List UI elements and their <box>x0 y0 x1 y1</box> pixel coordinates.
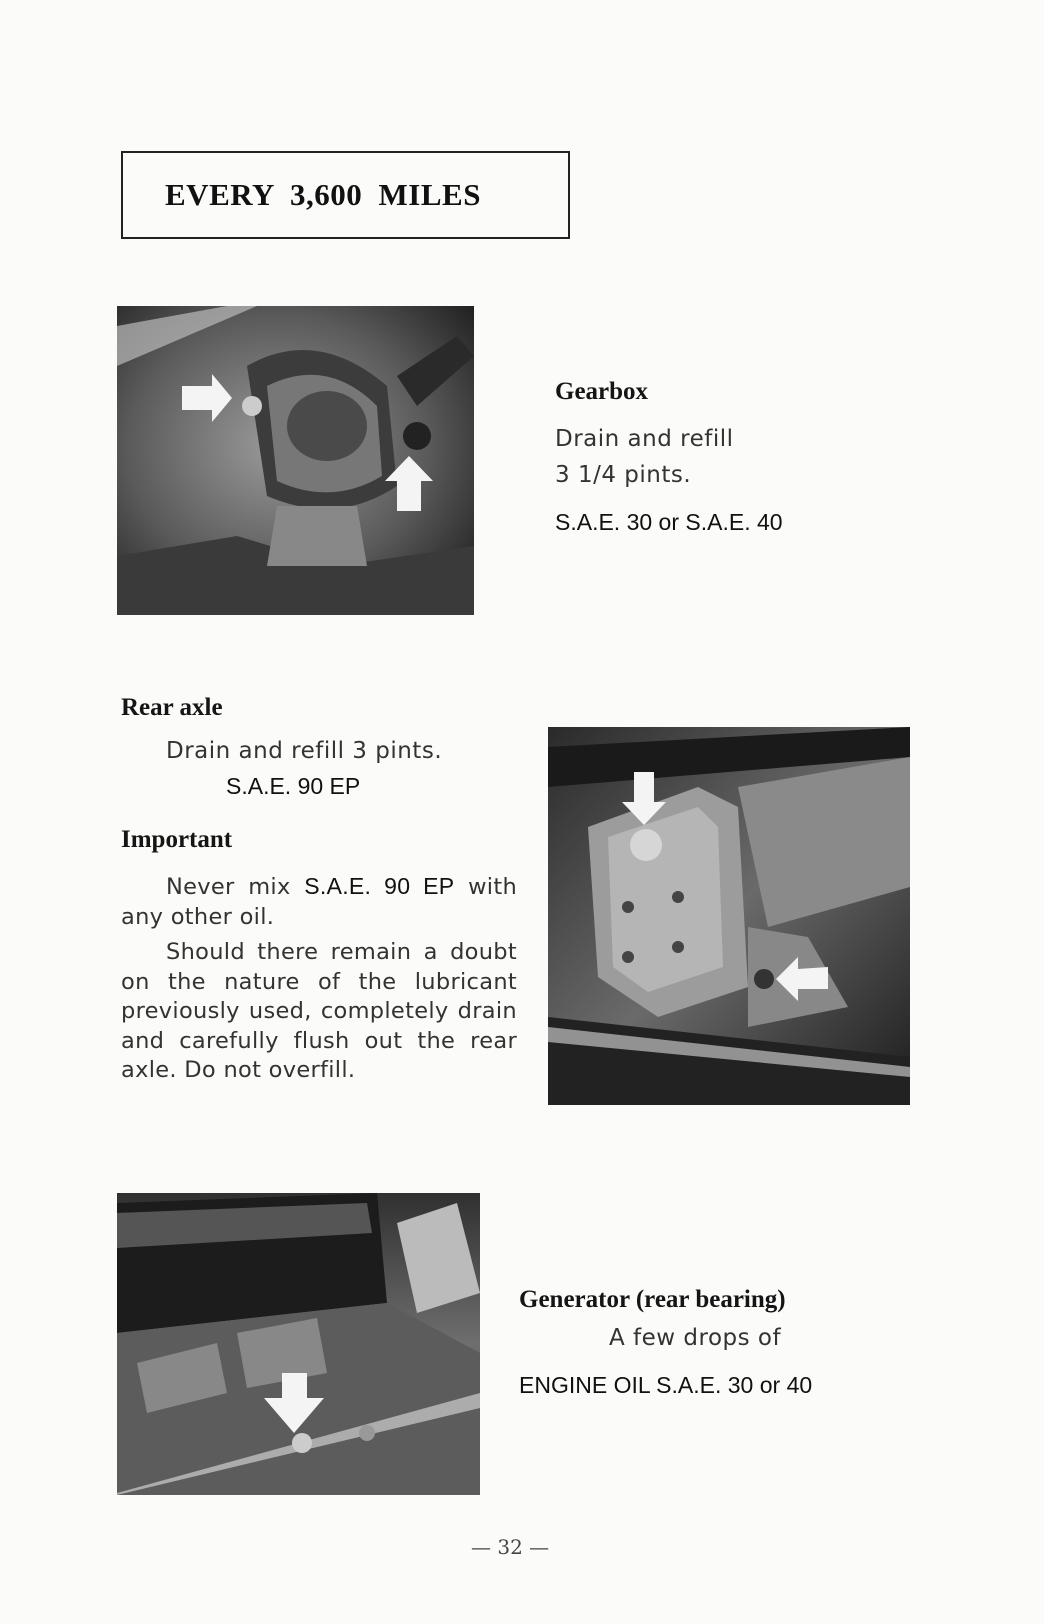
gearbox-heading: Gearbox <box>555 378 649 405</box>
warning-prefix: Never mix <box>166 874 291 900</box>
generator-oil-spec: ENGINE OIL S.A.E. 30 or 40 <box>519 1372 813 1398</box>
warning-oil: S.A.E. 90 EP <box>304 873 455 899</box>
important-heading: Important <box>121 826 233 853</box>
rear-axle-oil-spec: S.A.E. 90 EP <box>226 773 361 799</box>
gearbox-instruction-line2: 3 1/4 pints. <box>555 462 692 488</box>
rear-axle-photo <box>548 727 910 1105</box>
gearbox-instruction-line1: Drain and refill <box>555 426 734 452</box>
warning-suffix: with any other oil. <box>121 874 518 930</box>
gearbox-oil-spec: S.A.E. 30 or S.A.E. 40 <box>555 509 783 535</box>
section-title-box <box>121 151 570 239</box>
gearbox-photo <box>117 306 474 615</box>
generator-photo <box>117 1193 480 1495</box>
important-paragraph: Should there remain a doubt on the nature of the lubricant previously used, completely drain and carefully flush out the rear axle. Do not overfill. <box>121 939 517 1083</box>
section-title: EVERY 3,600 MILES <box>165 177 481 212</box>
page-number: — 32 — <box>471 1535 550 1559</box>
generator-instruction: A few drops of <box>609 1325 782 1351</box>
rear-axle-heading: Rear axle <box>121 694 223 721</box>
important-warning <box>121 872 517 932</box>
generator-heading: Generator (rear bearing) <box>519 1286 786 1313</box>
rear-axle-instruction: Drain and refill 3 pints. <box>166 738 443 764</box>
